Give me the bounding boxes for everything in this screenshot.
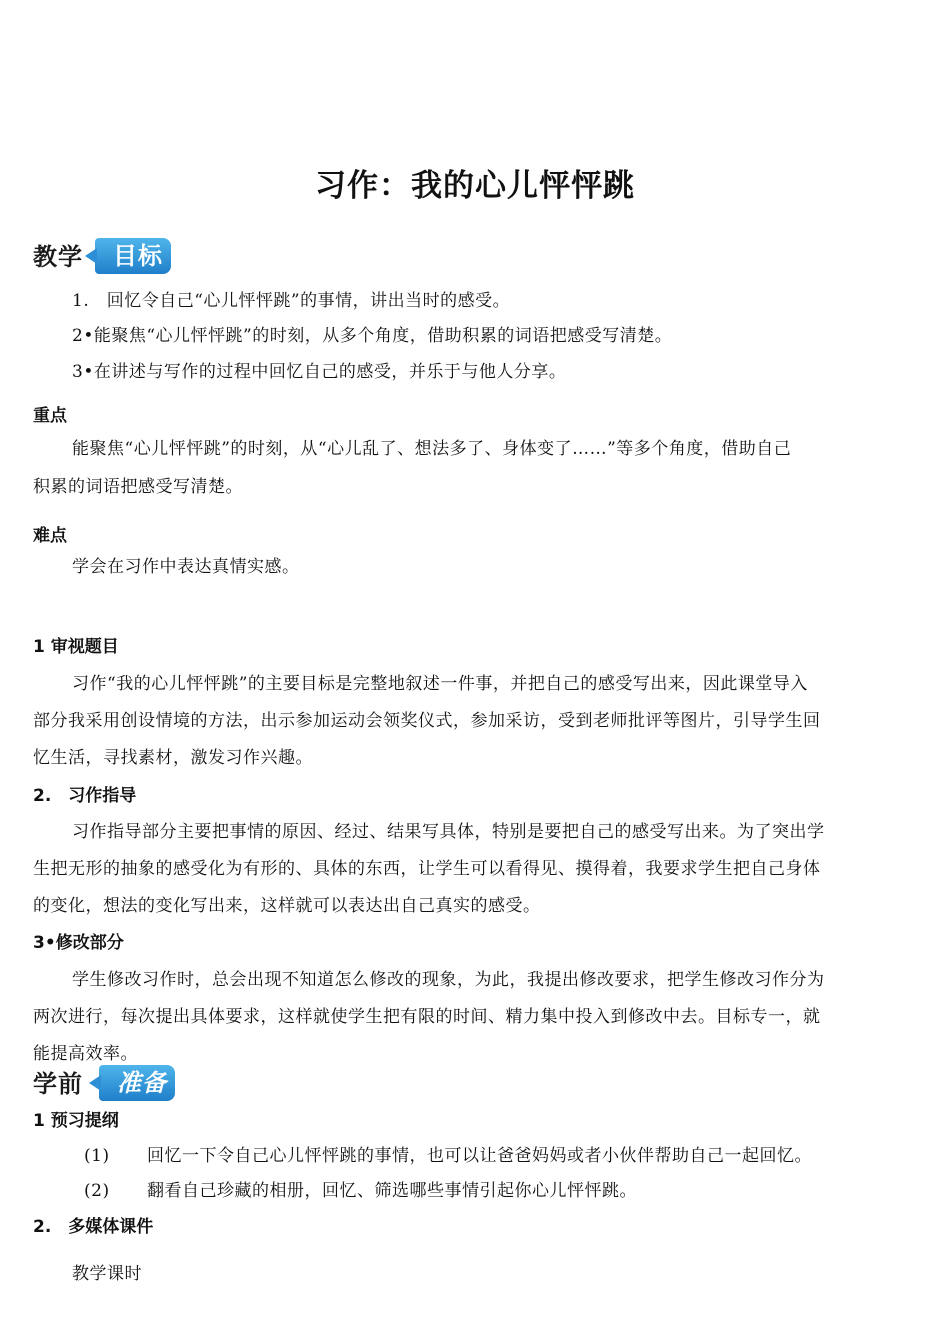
- prep-heading: 1 预习提纲: [33, 1111, 119, 1131]
- section-heading: 2. 习作指导: [33, 786, 137, 806]
- section-line: 忆生活，寻找素材，激发习作兴趣。: [33, 748, 313, 768]
- media-heading: 2. 多媒体课件: [33, 1217, 154, 1237]
- prep-item-text: 回忆一下令自己心儿怦怦跳的事情，也可以让爸爸妈妈或者小伙伴帮助自己一起回忆。: [147, 1146, 812, 1166]
- difficulty-heading: 难点: [33, 526, 67, 546]
- section-line: 习作“我的心儿怦怦跳”的主要目标是完整地叙述一件事，并把自己的感受写出来，因此课堂导入: [72, 674, 808, 694]
- banner-right-text: [99, 1065, 175, 1101]
- class-hours: 教学课时: [72, 1264, 142, 1284]
- prep-item-number: (1): [84, 1146, 110, 1166]
- pre-study-banner: [33, 1065, 173, 1105]
- goal-item: 2•能聚焦“心儿怦怦跳”的时刻，从多个角度，借助积累的词语把感受写清楚。: [72, 326, 673, 346]
- banner-left-text: 学前: [33, 1070, 83, 1098]
- teaching-goals-banner: [33, 238, 163, 278]
- key-point-line: 能聚焦“心儿怦怦跳”的时刻，从“心儿乱了、想法多了、身体变了……”等多个角度，借助自己: [72, 439, 792, 459]
- section-line: 能提高效率。: [33, 1044, 138, 1064]
- page-title: 习作：我的心儿怦怦跳: [315, 168, 635, 204]
- key-point-line: 积累的词语把感受写清楚。: [33, 477, 243, 497]
- difficulty-line: 学会在习作中表达真情实感。: [72, 557, 300, 577]
- section-heading: 3•修改部分: [33, 933, 124, 953]
- banner-right-label: 目标: [113, 242, 163, 270]
- section-line: 的变化，想法的变化写出来，这样就可以表达出自己真实的感受。: [33, 896, 541, 916]
- section-line: 部分我采用创设情境的方法，出示参加运动会领奖仪式，参加采访，受到老师批评等图片，引导学生回: [33, 711, 821, 731]
- goal-item: 1. 回忆令自己“心儿怦怦跳”的事情，讲出当时的感受。: [72, 291, 511, 311]
- section-line: 生把无形的抽象的感受化为有形的、具体的东西，让学生可以看得见、摸得着，我要求学生把自己身体: [33, 859, 821, 879]
- banner-right-label: 准备: [117, 1069, 167, 1097]
- key-point-heading: 重点: [33, 406, 67, 426]
- prep-item-text: 翻看自己珍藏的相册，回忆、筛选哪些事情引起你心儿怦怦跳。: [147, 1181, 637, 1201]
- section-line: 习作指导部分主要把事情的原因、经过、结果写具体，特别是要把自己的感受写出来。为了突出学: [72, 822, 825, 842]
- section-line: 两次进行，每次提出具体要求，这样就使学生把有限的时间、精力集中投入到修改中去。目标专一，就: [33, 1007, 821, 1027]
- section-heading: 1 审视题目: [33, 637, 119, 657]
- banner-left-text: 教学: [33, 243, 83, 271]
- section-line: 学生修改习作时，总会出现不知道怎么修改的现象，为此，我提出修改要求，把学生修改习作分为: [72, 970, 825, 990]
- banner-right-text: [95, 238, 171, 274]
- goal-item: 3•在讲述与写作的过程中回忆自己的感受，并乐于与他人分享。: [72, 362, 567, 382]
- prep-item-number: (2): [84, 1181, 110, 1201]
